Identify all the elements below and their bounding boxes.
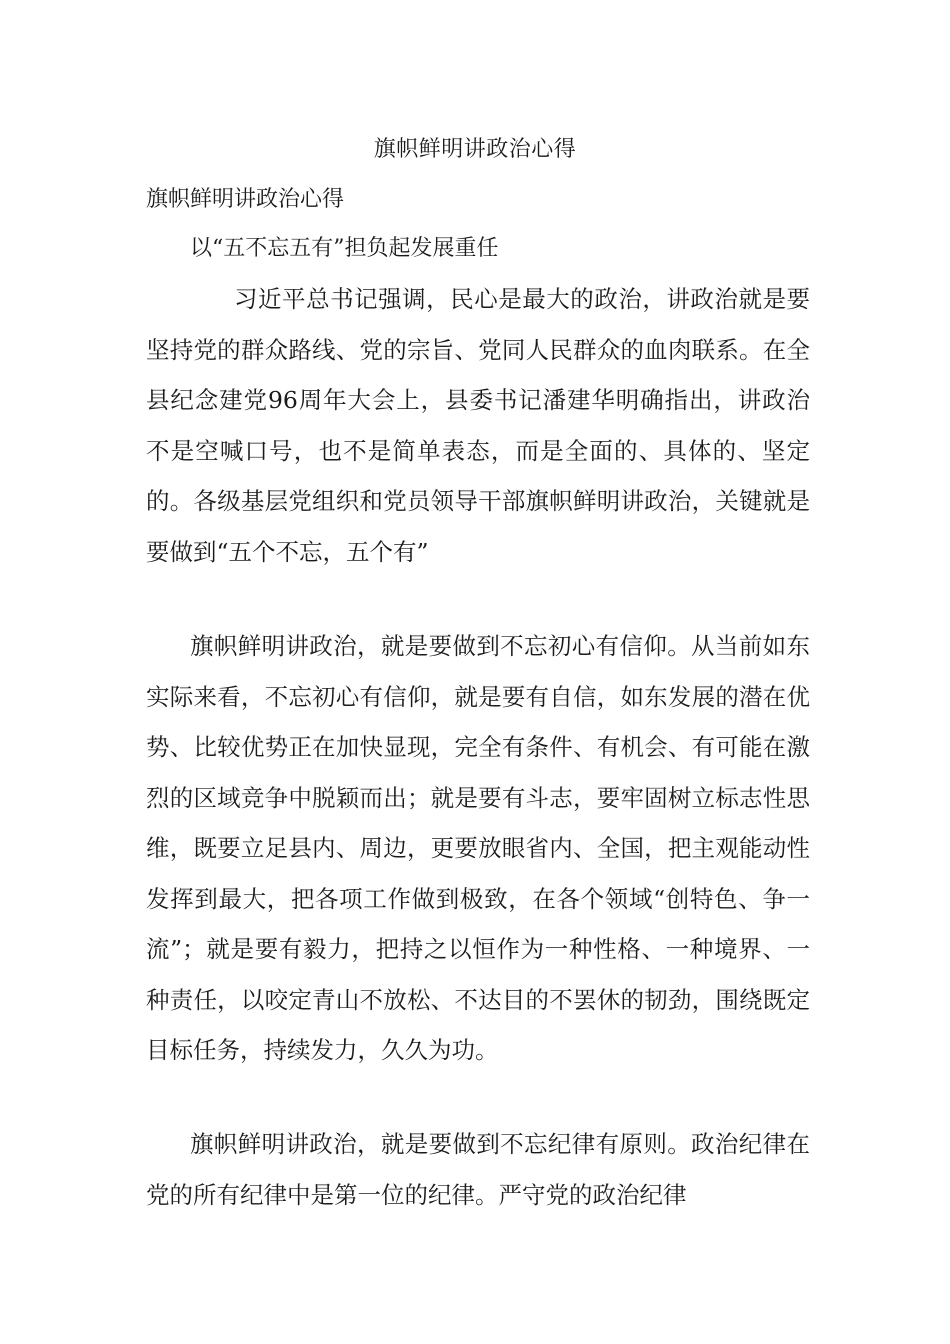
- section-heading: 以“五不忘五有”担负起发展重任: [190, 236, 499, 261]
- paragraph-2: 旗帜鲜明讲政治，就是要做到不忘初心有信仰。从当前如东实际来看，不忘初心有信仰，就是要有自信，如东发展的潜在优势、比较优势正在加快显现，完全有条件、有机会、有可能在激烈的区域竞争中脱颖而出；就是要有斗志，要牢固树立标志性思维，既要立足县内、周边，更要放眼省内、全国，把主观能动性发挥到最大，把各项工作做到极致，在各个领域“创特色、争一流”；就是要有毅力，把持之以恒作为一种性格、一种境界、一种责任，以咬定青山不放松、不达目的不罢休的韧劲，围绕既定目标任务，持续发力，久久为功。: [146, 632, 810, 1064]
- document-subtitle: 旗帜鲜明讲政治心得: [146, 187, 345, 212]
- document-title: 旗帜鲜明讲政治心得: [373, 137, 577, 162]
- paragraph-3: 旗帜鲜明讲政治，就是要做到不忘纪律有原则。政治纪律在党的所有纪律中是第一位的纪律。严守党的政治纪律: [146, 1130, 810, 1209]
- paragraph-1: 习近平总书记强调，民心是最大的政治，讲政治就是要坚持党的群众路线、党的宗旨、党同人民群众的血肉联系。在全县纪念建党96周年大会上，县委书记潘建华明确指出，讲政治不是空喊口号，也不是简单表态，而是全面的、具体的、坚定的。各级基层党组织和党员领导干部旗帜鲜明讲政治，关键就是要做到“五个不忘，五个有”: [146, 285, 810, 566]
